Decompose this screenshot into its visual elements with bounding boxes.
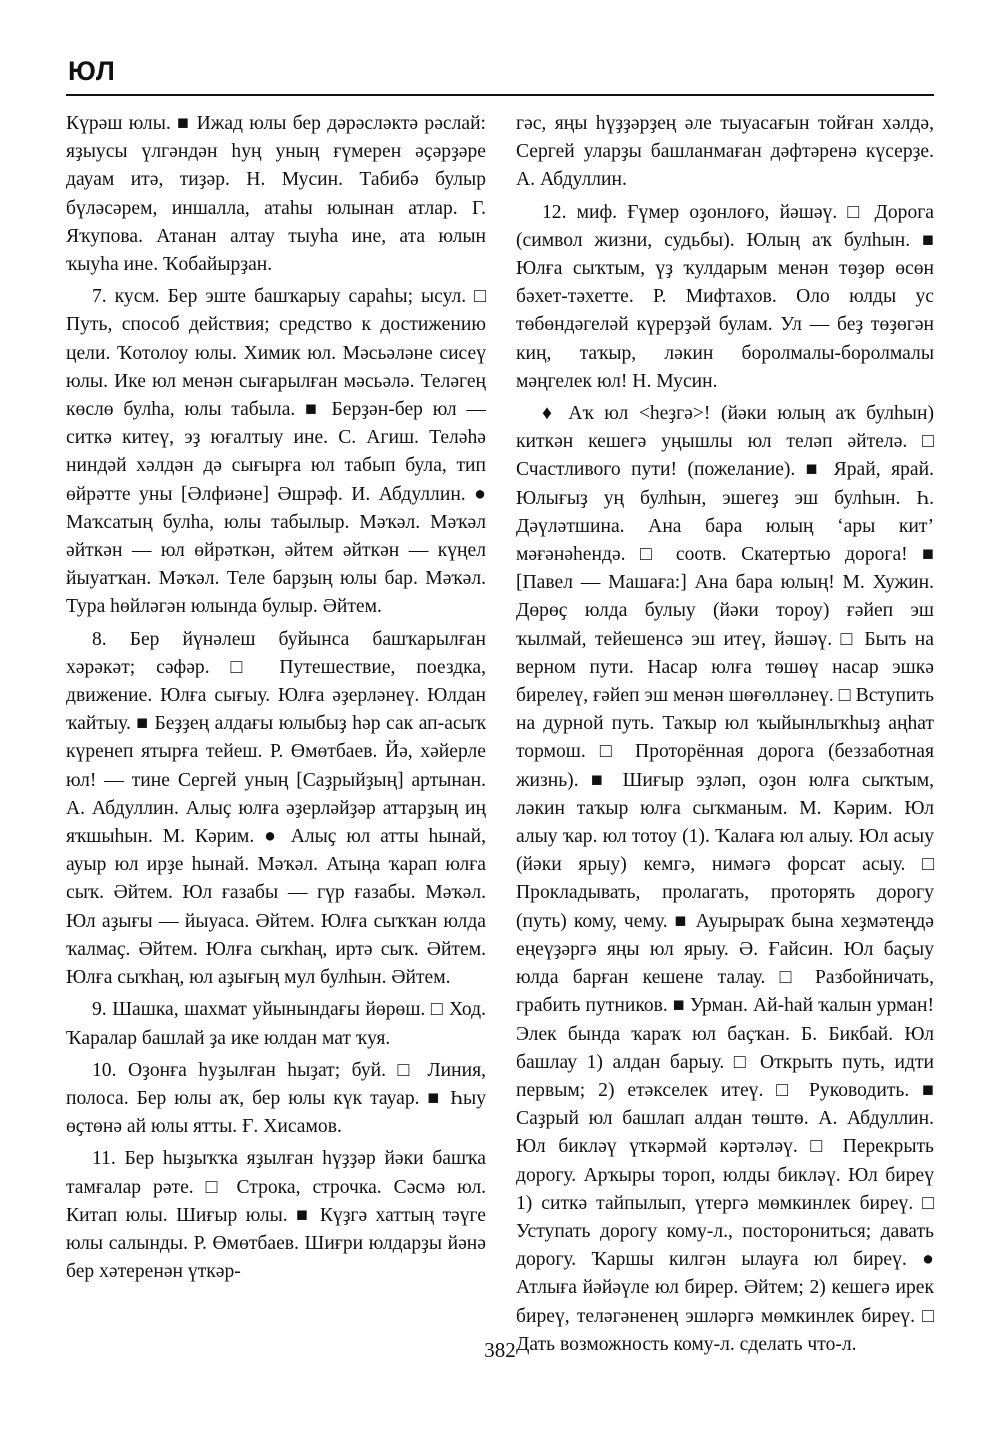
- running-head: ЮЛ: [68, 56, 116, 86]
- entry-continuation: Күрәш юлы. ■ Ижад юлы бер дәрәсләктә рәслай: яҙыусы үлгәндән һуң уның ғүмерен әҫәрҙәре дауам итә, тиҙәр. Н. Мусин. Табибә булыр бүләсәрем, иншалла, атаһы юлынан атлар. Г. Яҡупова. Атанан алтау тыуһа ине, ата юлын ҡыуһа ине. Ҡобайырҙан.: [66, 113, 486, 276]
- left-column: [66, 110, 486, 1290]
- sense-12: 12. миф. Ғүмер оҙонлоғо, йәшәү. □ Дорога (символ жизни, судьбы). Юлың аҡ булһын. ■ Юлға сыҡтым, үҙ ҡулдарым менән төҙөр өсөн бәхет-тәхетте. Р. Мифтахов. Оло юлды ус төбөндәгеләй күрерҙәй булам. Ул — беҙ төҙөгән киң, таҡыр, ләкин боролмалы-боролмалы мәңгелек юл! Н. Мусин.: [516, 201, 934, 392]
- page-header: [66, 54, 934, 96]
- sense-11-continuation: гәс, яңы һүҙҙәрҙең әле тыуасағын тойған хәлдә, Сергей уларҙы башланмаған дәфтәренә күсерҙе. А. Абдуллин.: [516, 113, 934, 191]
- sense-7: 7. кусм. Бер эште башҡарыу сараһы; ысул. □ Путь, способ действия; средство к достижению цели. Ҡотолоу юлы. Химик юл. Мәсьәләне сисеү юлы. Ике юл менән сығарылған мәсьәлә. Теләгең көслө булһа, юлы табыла. ■ Берҙән-бер юл — ситкә китеү, эҙ юғалтыу ине. С. Агиш. Теләһә ниндәй хәлдән дә сығырға юл табып була, тип өйрәтте уны [Әлфиәне] Әшрәф. И. Абдуллин. ● Маҡсатың булһа, юлы табылыр. Мәҡәл. Мәҡәл әйткән — юл өйрәткән, әйтем әйткән — күңел йыуатҡан. Мәҡәл. Теле барҙың юлы бар. Мәҡәл. Тура һөйләгән юлында булыр. Әйтем.: [66, 286, 486, 618]
- sense-8: 8. Бер йүнәлеш буйынса башҡарылған хәрәкәт; сәфәр. □ Путешествие, поездка, движение. Юлға сығыу. Юлға әҙерләнеү. Юлдан ҡайтыу. ■ Беҙҙең алдағы юлыбыҙ һәр сак ап-асыҡ күренеп ятырға тейеш. Р. Өмөтбаев. Йә, хәйерле юл! — тине Сергей уның [Саҙрыйҙың] артынан. А. Абдуллин. Алыҫ юлға әҙерләйҙәр аттарҙың иң яҡшыһын. М. Кәрим. ● Алыҫ юл атты һынай, ауыр юл ирҙе һынай. Мәҡәл. Атыңа ҡарап юлға сыҡ. Әйтем. Юл ғазабы — гүр ғазабы. Мәҡәл. Юл аҙығы — йыуаса. Әйтем. Юлға сыҡҡан юлда ҡалмаҫ. Әйтем. Юлға сыҡһаң, иртә сыҡ. Әйтем. Юлға сыҡһаң, юл аҙығың мул булһын. Әйтем.: [66, 628, 486, 989]
- idioms-block: ♦ Аҡ юл <һеҙгә>! (йәки юлың аҡ булһын) киткән кешегә уңышлы юл теләп әйтелә. □ Счастливого пути! (пожелание). ■ Ярай, ярай. Юлығыҙ уң булһын, эшегеҙ эш булһын. Һ. Дәүләтшина. Ана бара юлың ‘ары кит’ мәғәнәһендә. □ соотв. Скатертью дорога! ■ [Павел — Машаға:] Ана бара юлың! М. Хужин. Дөрөҫ юлда булыу (йәки тороу) ғәйеп эш ҡылмай, тейешенсә эш итеү, йәшәү. □ Быть на верном пути. Насар юлға төшөү насар эшкә бирелеү, ғәйеп эш менән шөғөлләнеү. □ Вступить на дурной путь. Таҡыр юл ҡыйынлыҡһыҙ аңһат тормош. □ Проторённая дорога (беззаботная жизнь). ■ Шиғыр эҙләп, оҙон юлға сыҡтым, ләкин таҡыр юлға сыҡманым. М. Кәрим. Юл алыу ҡар. юл тотоу (1). Ҡалаға юл алыу. Юл асыу (йәки ярыу) кемгә, нимәгә форсат асыу. □ Прокладывать, пролагать, проторять дорогу (путь) кому, чему. ■ Ауырыраҡ бына хеҙмәтеңдә еңеүҙәргә яңы юл ярыу. Ә. Ғайсин. Юл баҫыу юлда барған кешене талау. □ Разбойничать, грабить путников. ■ Урман. Ай-һай ҡалын урман! Элек бында ҡараҡ юл баҫҡан. Б. Бикбай. Юл башлау 1) алдан барыу. □ Открыть путь, идти первым; 2) етәкселек итеү. □ Руководить. ■ Саҙрый юл башлап алдан төштө. А. Абдуллин. Юл бикләү үткәрмәй кәртәләү. □ Перекрыть дорогу. Арҡыры тороп, юлды бикләү. Юл биреү 1) ситкә тайпылып, үтергә мөмкинлек биреү. □ Уступать дорогу кому-л., посторониться; давать дорогу. Ҡаршы килгән ылауға юл биреү. ● Атлыға йәйәүле юл бирер. Әйтем; 2) кешегә ирек биреү, теләгәненең эшләргә мөмкинлек биреү. □ Дать возможность кому-л. сделать что-л.: [516, 403, 934, 1355]
- page-number: 382: [484, 1338, 516, 1362]
- sense-11: 11. Бер һыҙыҡҡа яҙылған һүҙҙәр йәки башҡа тамғалар рәте. □ Строка, строчка. Сәсмә юл. Китап юлы. Шиғыр юлы. ■ Күҙгә хаттың тәүге юлы салынды. Р. Өмөтбаев. Шиғри юлдарҙы йәнә бер хәтеренән үткәр-: [66, 1148, 486, 1283]
- sense-9: 9. Шашка, шахмат уйынындағы йөрөш. □ Ход. Ҡаралар башлай ҙа ике юлдан мат ҡуя.: [66, 999, 486, 1049]
- sense-10: 10. Оҙонға һуҙылған һыҙат; буй. □ Линия, полоса. Бер юлы аҡ, бер юлы күк тауар. ■ Һыу өҫтөнә ай юлы ятты. Ғ. Хисамов.: [66, 1059, 486, 1138]
- right-column: [516, 110, 934, 1363]
